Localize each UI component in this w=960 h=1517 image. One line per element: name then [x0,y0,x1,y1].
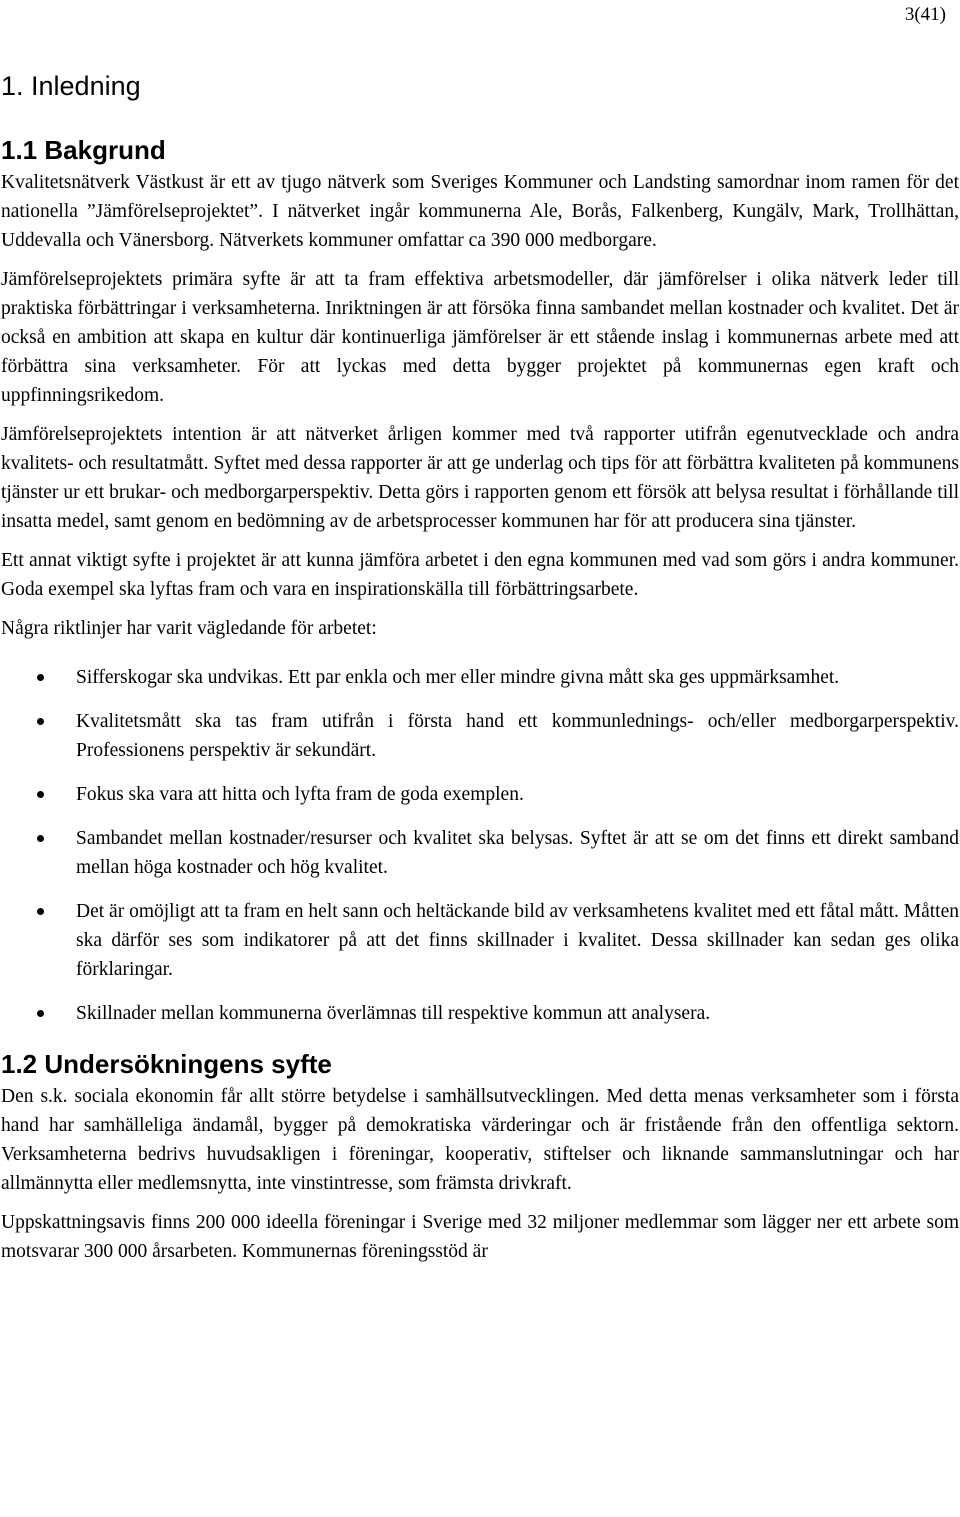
list-item-text: Skillnader mellan kommunerna överlämnas till respektive kommun att analysera. [76,1003,711,1024]
paragraph: Jämförelseprojektets intention är att nätverket årligen kommer med två rapporter utifrån egenutvecklade och andra kvalitets- och resultatmått. Syftet med dessa rapporter är att ge underlag och tips för att förbättra kvaliteten på kommunens tjänster ur ett brukar- och medborgarperspektiv. Detta görs i rapporten genom ett försök att belysa resultat i förhållande till insatta medel, samt genom en bedömning av de arbetsprocesser kommunen har för att producera sina tjänster. [1,424,959,532]
paragraph: Den s.k. sociala ekonomin får allt större betydelse i samhällsutvecklingen. Med detta menas verksamheter som i första hand har samhälleliga ändamål, bygger på demokratiska värderingar och är fristående från den offentliga sektorn. Verksamheterna bedrivs huvudsakligen i föreningar, kooperativ, stiftelser och liknande sammanslutningar och har allmännytta eller medlemsnytta, inte vinstintresse, som främsta drivkraft. [1,1086,959,1194]
paragraph: Jämförelseprojektets primära syfte är att ta fram effektiva arbetsmodeller, där jämförelser i olika nätverk leder till praktiska förbättringar i verksamheterna. Inriktningen är att försöka finna sambandet mellan kostnader och kvalitet. Det är också en ambition att skapa en kultur där kontinuerliga jämförelser är ett stående inslag i kommunernas arbete med att förbättra sina verksamheter. För att lyckas med detta bygger projektet på kommunernas egen kraft och uppfinningsrikedom. [1,269,959,406]
section-heading-bakgrund: 1.1 Bakgrund [1,135,166,165]
paragraph: Ett annat viktigt syfte i projektet är att kunna jämföra arbetet i den egna kommunen med vad som görs i andra kommuner. Goda exempel ska lyftas fram och vara en inspirationskälla till förbättringsarbete. [1,550,959,600]
list-item-text: Sambandet mellan kostnader/resurser och kvalitet ska belysas. Syftet är att se om det finns ett direkt samband mellan höga kostnader och hög kvalitet. [76,828,959,878]
list-item [1,824,959,882]
list-item [1,897,959,984]
bullet-icon [37,674,44,681]
bullet-icon [37,1010,44,1017]
page-number: 3(41) [904,4,946,25]
guidelines-list [1,663,959,1028]
list-item [1,663,959,692]
list-item-text: Sifferskogar ska undvikas. Ett par enkla och mer eller mindre givna mått ska ges uppmärksamhet. [76,667,840,688]
list-item [1,707,959,765]
chapter-heading: 1. Inledning [1,71,141,101]
list-item [1,999,959,1028]
bullet-icon [37,718,44,725]
bullet-icon [37,908,44,915]
bullet-icon [37,835,44,842]
paragraph: Uppskattningsavis finns 200 000 ideella föreningar i Sverige med 32 miljoner medlemmar som lägger ner ett arbete som motsvarar 300 000 årsarbeten. Kommunernas föreningsstöd är [1,1212,959,1262]
list-item-text: Det är omöjligt att ta fram en helt sann och heltäckande bild av verksamhetens kvalitet med ett fåtal mått. Måtten ska därför ses som indikatorer på att det finns skillnader i kvalitet. Dessa skillnader kan sedan ges olika förklaringar. [76,901,959,980]
paragraph: Kvalitetsnätverk Västkust är ett av tjugo nätverk som Sveriges Kommuner och Landsting samordnar inom ramen för det nationella ”Jämförelseprojektet”. I nätverket ingår kommunerna Ale, Borås, Falkenberg, Kungälv, Mark, Trollhättan, Uddevalla och Vänersborg. Nätverkets kommuner omfattar ca 390 000 medborgare. [1,172,959,251]
list-item-text: Fokus ska vara att hitta och lyfta fram de goda exemplen. [76,784,524,805]
page-content [1,70,959,1276]
list-item [1,780,959,809]
paragraph: Några riktlinjer har varit vägledande för arbetet: [1,618,377,639]
bullet-icon [37,791,44,798]
section-heading-undersokningens-syfte: 1.2 Undersökningens syfte [1,1049,332,1079]
list-item-text: Kvalitetsmått ska tas fram utifrån i första hand ett kommunlednings- och/eller medborgarperspektiv. Professionens perspektiv är sekundärt. [76,711,959,761]
